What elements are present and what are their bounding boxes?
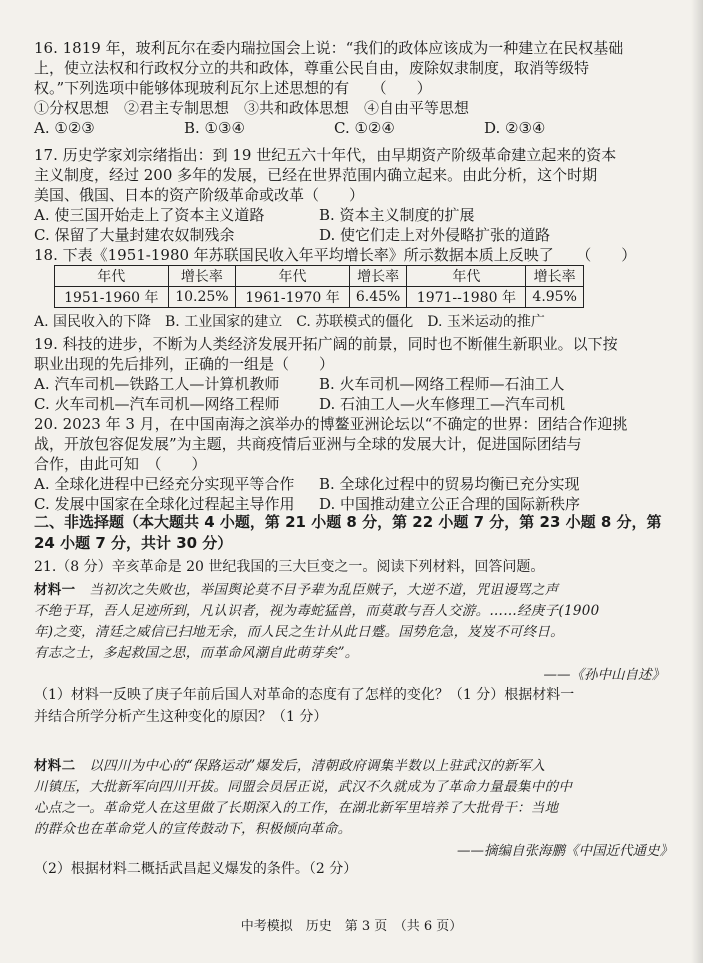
material-1-line: 有志之士，多起救国之思，而革命风潮自此萌芽矣”。: [34, 645, 359, 661]
q20-line: 合作，由此可知 （ ）: [34, 455, 207, 473]
material-1-line: 年)之变，清廷之威信已扫地无余，而人民之生计从此日蹙。国势危急，岌岌不可终日。: [34, 624, 564, 640]
q21-subquestion-1: [34, 684, 686, 728]
q18-cell: 6.45%: [349, 287, 407, 308]
material-1-text: 当初次之失败也，举国舆论莫不目予辈为乱臣贼子，大逆不道，咒诅谩骂之声: [89, 582, 559, 598]
q16-option-d: D. ②③④: [484, 119, 546, 137]
q19-option-d: D. 石油工人—火车修理工—汽车司机: [319, 395, 566, 413]
material-1-label: 材料一: [34, 582, 76, 598]
source-1: ——《孙中山自述》: [543, 667, 665, 683]
material-2-text: 以四川为中心的“保路运动”爆发后，清朝政府调集半数以上驻武汉的新军入: [89, 758, 546, 774]
q18-header-cell: 年代: [407, 266, 526, 287]
q19-option-c: C. 火车司机—汽车司机—网络工程师: [34, 395, 280, 413]
question-16: [34, 38, 686, 138]
page-shadow: [691, 0, 703, 963]
q18-header-cell: 年代: [55, 266, 169, 287]
q18-header-cell: 增长率: [349, 266, 407, 287]
q18-options: [34, 312, 686, 332]
q17-option-d: D. 使它们走上对外侵略扩张的道路: [319, 226, 551, 244]
q21-q1-line: 并结合所学分析产生这种变化的原因？（1 分）: [34, 709, 328, 725]
q20-option-b: B. 全球化过程中的贸易均衡已充分实现: [319, 475, 580, 493]
page-footer: 中考模拟 历史 第 3 页 （共 6 页）: [240, 919, 463, 934]
q16-option-b: B. ①③④: [184, 119, 245, 137]
source-2: ——摘编自张海鹏《中国近代通史》: [457, 843, 673, 859]
section-line: 二、非选择题（本大题共 4 小题，第 21 小题 8 分，第 22 小题 7 分，第 23 小题 8 分，第: [34, 513, 662, 531]
q18-cell: 1971--1980 年: [407, 287, 526, 308]
q21-subquestion-2: [34, 858, 686, 880]
q18-cell: 10.25%: [168, 287, 236, 308]
material-2-line: 心点之一。革命党人在这里做了长期深入的工作，在湖北新军里培养了大批骨干：当地: [34, 800, 559, 816]
q16-option-c: C. ①②④: [334, 119, 395, 137]
question-21: [34, 556, 686, 578]
q18-table-header-row: [55, 266, 584, 287]
q18-cell: 1951-1960 年: [55, 287, 169, 308]
material-2-label: 材料二: [34, 758, 76, 774]
question-19: [34, 334, 686, 414]
q16-line: 上，使立法权和行政权分立的共和政体，尊重公民自由，废除奴隶制度，取消等级特: [34, 59, 590, 77]
q18-header-cell: 增长率: [168, 266, 236, 287]
section-heading: [34, 512, 686, 554]
q21-q1-line: （1）材料一反映了庚子年前后国人对革命的态度有了怎样的变化？（1 分）根据材料一: [34, 687, 575, 703]
q18-options-line: A. 国民收入的下降 B. 工业国家的建立 C. 苏联模式的僵化 D. 玉米运动的推广: [34, 314, 545, 330]
material-2: [34, 756, 686, 840]
q18-table-row: [55, 287, 584, 308]
q17-options: [34, 205, 686, 245]
material-2-line: 川镇压，大批新军向四川开拔。同盟会员居正说，武汉不久就成为了革命力量最集中的中: [34, 779, 573, 795]
material-1-line: [34, 580, 686, 601]
q16-line: 16. 1819 年，玻利瓦尔在委内瑞拉国会上说：“我们的政体应该成为一种建立在民权基础: [34, 39, 624, 57]
material-2-line: 的群众也在革命党人的宣传鼓动下，积极倾向革命。: [34, 821, 352, 837]
q17-option-b: B. 资本主义制度的扩展: [319, 206, 475, 224]
q18-cell: 4.95%: [526, 287, 584, 308]
q20-line: 20. 2023 年 3 月，在中国南海之滨举办的博鳌亚洲论坛以“不确定的世界：团结合作迎挑: [34, 415, 628, 433]
q16-line: ①分权思想 ②君主专制思想 ③共和政体思想 ④自由平等思想: [34, 99, 470, 117]
q17-line: 17. 历史学家刘宗绪指出：到 19 世纪五六十年代，由早期资产阶级革命建立起来的资本: [34, 146, 617, 164]
q19-line: 职业出现的先后排列，正确的一组是（ ）: [34, 355, 335, 373]
q20-line: 战，开放包容促发展”为主题，共商疫情后亚洲与全球的发展大计，促进国际团结与: [34, 435, 582, 453]
q21-q2-line: （2）根据材料二概括武昌起义爆发的条件。（2 分）: [34, 861, 358, 877]
q19-option-b: B. 火车司机—网络工程师—石油工人: [319, 375, 565, 393]
q20-option-a: A. 全球化进程中已经充分实现平等合作: [34, 475, 295, 493]
q16-line: 权。”下列选项中能够体现玻利瓦尔上述思想的有 （ ）: [34, 79, 432, 97]
q19-line: 19. 科技的进步，不断为人类经济发展开拓广阔的前景，同时也不断催生新职业。以下按: [34, 335, 618, 353]
question-20: [34, 414, 686, 514]
q18-header-cell: 年代: [236, 266, 350, 287]
q17-line: 美国、俄国、日本的资产阶级革命或改革（ ）: [34, 186, 365, 204]
q17-option-a: A. 使三国开始走上了资本主义道路: [34, 206, 265, 224]
q21-intro: 21.（8 分）辛亥革命是 20 世纪我国的三大巨变之一。阅读下列材料，回答问题。: [34, 559, 545, 575]
question-18: [34, 245, 686, 265]
q16-option-a: A. ①②③: [34, 119, 95, 137]
q16-options: [34, 118, 686, 138]
q18-cell: 1961-1970 年: [236, 287, 350, 308]
q20-option-d: D. 中国推动建立公正合理的国际新秩序: [319, 495, 581, 513]
material-2-line: [34, 756, 686, 777]
q19-option-a: A. 汽车司机—铁路工人—计算机教师: [34, 375, 280, 393]
q20-options: [34, 474, 686, 514]
material-1: [34, 580, 686, 664]
q17-line: 主义制度，经过 200 多年的发展，已经在世界范围内确立起来。由此分析，这个时期: [34, 166, 598, 184]
q18-header-cell: 增长率: [526, 266, 584, 287]
question-17: [34, 145, 686, 245]
section-line: 24 小题 7 分，共计 30 分）: [34, 534, 233, 552]
q19-options: [34, 374, 686, 414]
q20-option-c: C. 发展中国家在全球化过程起主导作用: [34, 495, 295, 513]
q17-option-c: C. 保留了大量封建农奴制残余: [34, 226, 235, 244]
q18-table: [54, 265, 584, 308]
material-1-line: 不绝于耳，吾人足迹所到，凡认识者，视为毒蛇猛兽，而莫敢与吾人交游。……经庚子(1900: [34, 603, 600, 619]
q18-stem: 18. 下表《1951-1980 年苏联国民收入年平均增长率》所示数据本质上反映了 （ ）: [34, 246, 637, 264]
